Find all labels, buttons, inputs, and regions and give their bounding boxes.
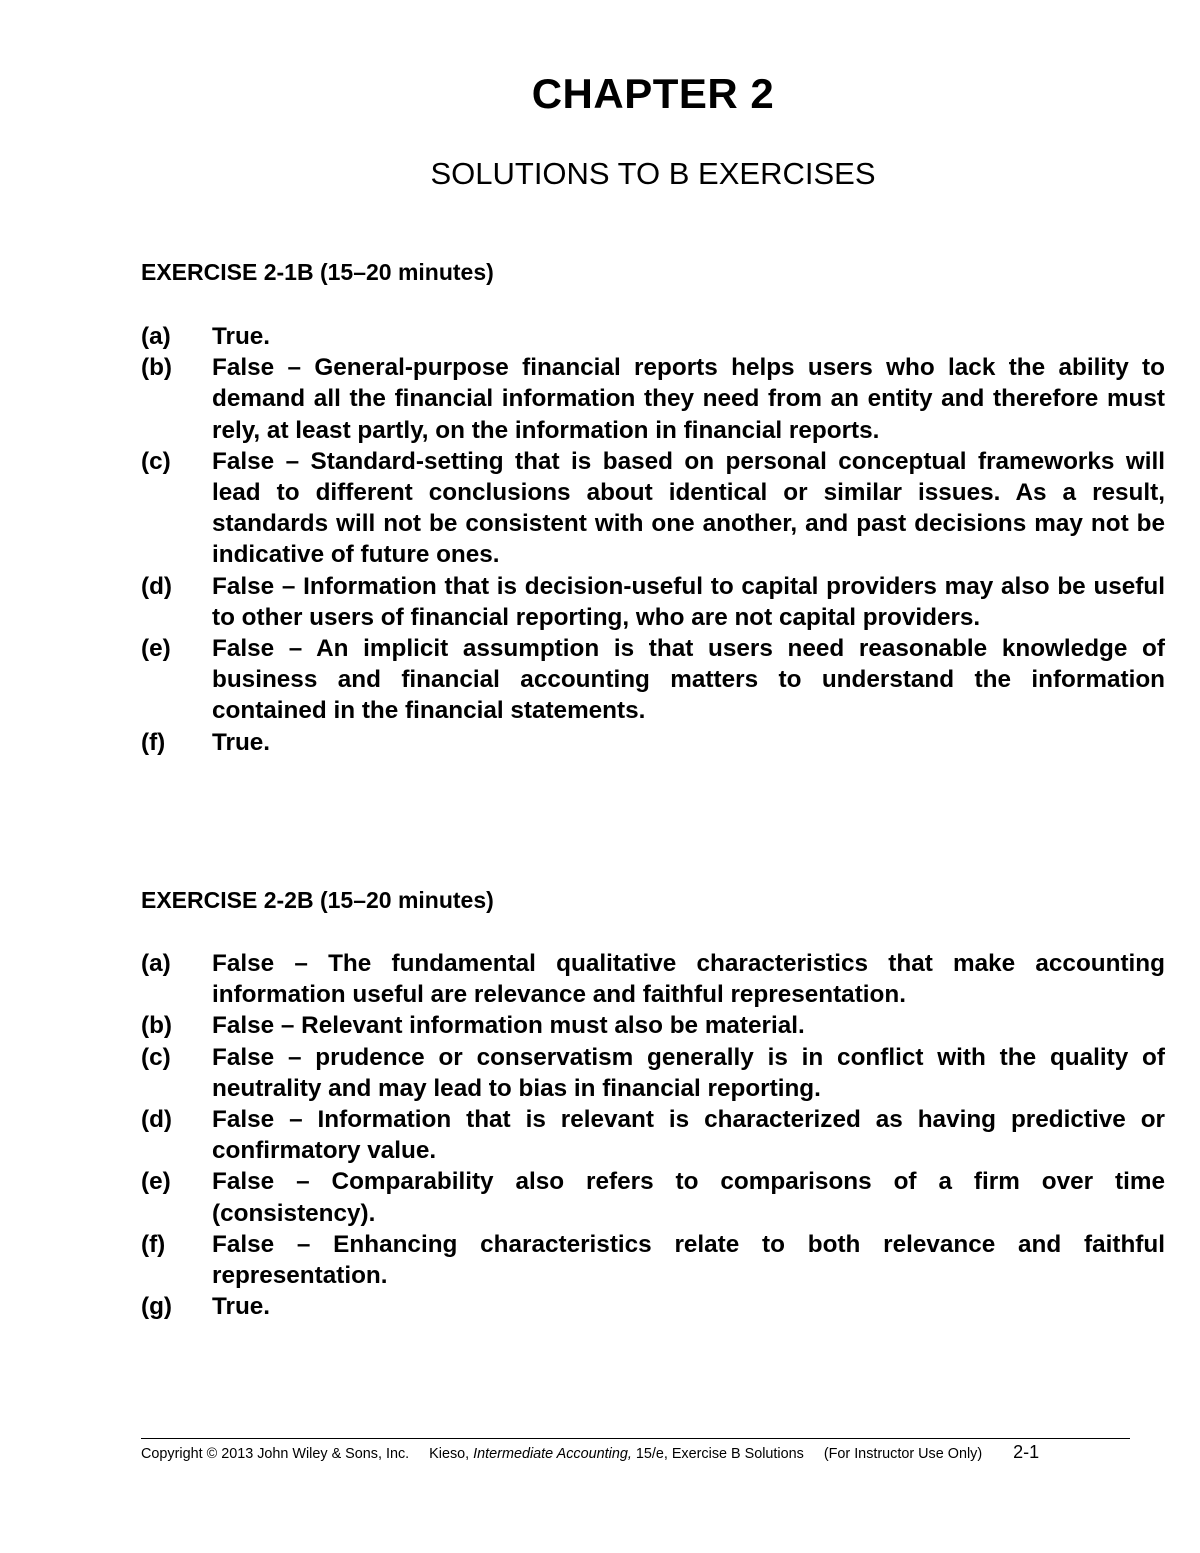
footer-book-title: Intermediate Accounting, <box>473 1446 632 1462</box>
list-item <box>141 321 1165 352</box>
item-text: False – The fundamental qualitative characteristics that make accounting information useful are relevance and faithful representation. <box>212 950 1165 1009</box>
item-text: False – Comparability also refers to comparisons of a firm over time (consistency). <box>212 1168 1165 1227</box>
list-item <box>141 1042 1165 1104</box>
item-letter: (a) <box>141 323 171 350</box>
item-letter: (f) <box>141 728 166 756</box>
list-item <box>141 633 1165 727</box>
item-text: False – Enhancing characteristics relate to both relevance and faithful representation. <box>212 1230 1165 1290</box>
item-letter: (b) <box>141 1012 173 1040</box>
exercise-2-2b-answer-list <box>141 948 1165 1322</box>
list-item <box>141 352 1165 446</box>
item-text: True. <box>212 323 271 350</box>
item-text: False – General-purpose financial reports helps users who lack the ability to demand all the financial information they need from an entity and therefore must rely, at least partly, on the information in financial reports. <box>212 354 1165 444</box>
item-letter: (c) <box>141 1043 171 1071</box>
item-text: False – An implicit assumption is that users need reasonable knowledge of business and financial accounting matters to understand the information contained in the financial statements. <box>212 635 1165 725</box>
item-letter: (b) <box>141 354 173 382</box>
page-number: 2-1 <box>1013 1442 1040 1462</box>
item-text: False – prudence or conservatism generally is in conflict with the quality of neutrality and may lead to bias in financial reporting. <box>212 1043 1165 1102</box>
exercise-heading-2-1b: EXERCISE 2-1B (15–20 minutes) <box>141 259 494 285</box>
footer-usage-note: (For Instructor Use Only) <box>823 1446 983 1462</box>
item-text: False – Relevant information must also be material. <box>212 1012 805 1040</box>
footer-copyright: Copyright © 2013 John Wiley & Sons, Inc. <box>141 1446 410 1462</box>
footer-edition-note: 15/e, Exercise B Solutions <box>635 1446 804 1462</box>
item-text: False – Information that is relevant is characterized as having predictive or confirmatory value. <box>212 1106 1165 1165</box>
item-letter: (f) <box>141 1230 166 1258</box>
item-text: False – Information that is decision-useful to capital providers may also be useful to other users of financial reporting, who are not capital providers. <box>212 572 1165 631</box>
item-letter: (e) <box>141 635 171 663</box>
list-item <box>141 1291 1165 1322</box>
footer-divider <box>141 1438 1130 1439</box>
list-item <box>141 1166 1165 1228</box>
list-item <box>141 571 1165 633</box>
item-letter: (d) <box>141 572 173 600</box>
list-item <box>141 1229 1165 1291</box>
item-text: False – Standard-setting that is based on personal conceptual frameworks will lead to different conclusions about identical or similar issues. As a result, standards will not be consistent with one another, and past decisions may not be indicative of future ones. <box>212 447 1165 569</box>
footer-author: Kieso, <box>429 1446 470 1462</box>
exercise-2-1b-answer-list <box>141 321 1165 758</box>
item-letter: (e) <box>141 1168 171 1196</box>
exercise-heading-2-2b: EXERCISE 2-2B (15–20 minutes) <box>141 887 494 913</box>
item-text: True. <box>212 1293 271 1321</box>
page-footer <box>141 1442 1130 1463</box>
item-letter: (c) <box>141 447 171 475</box>
list-item <box>141 446 1165 571</box>
item-letter: (d) <box>141 1106 173 1134</box>
list-item <box>141 1104 1165 1166</box>
item-letter: (g) <box>141 1293 173 1321</box>
list-item <box>141 948 1165 1010</box>
item-text: True. <box>212 728 271 756</box>
list-item <box>141 727 1165 758</box>
list-item <box>141 1010 1165 1041</box>
item-letter: (a) <box>141 950 171 977</box>
chapter-title: CHAPTER 2 <box>531 70 775 117</box>
page-subtitle: SOLUTIONS TO B EXERCISES <box>430 156 876 191</box>
